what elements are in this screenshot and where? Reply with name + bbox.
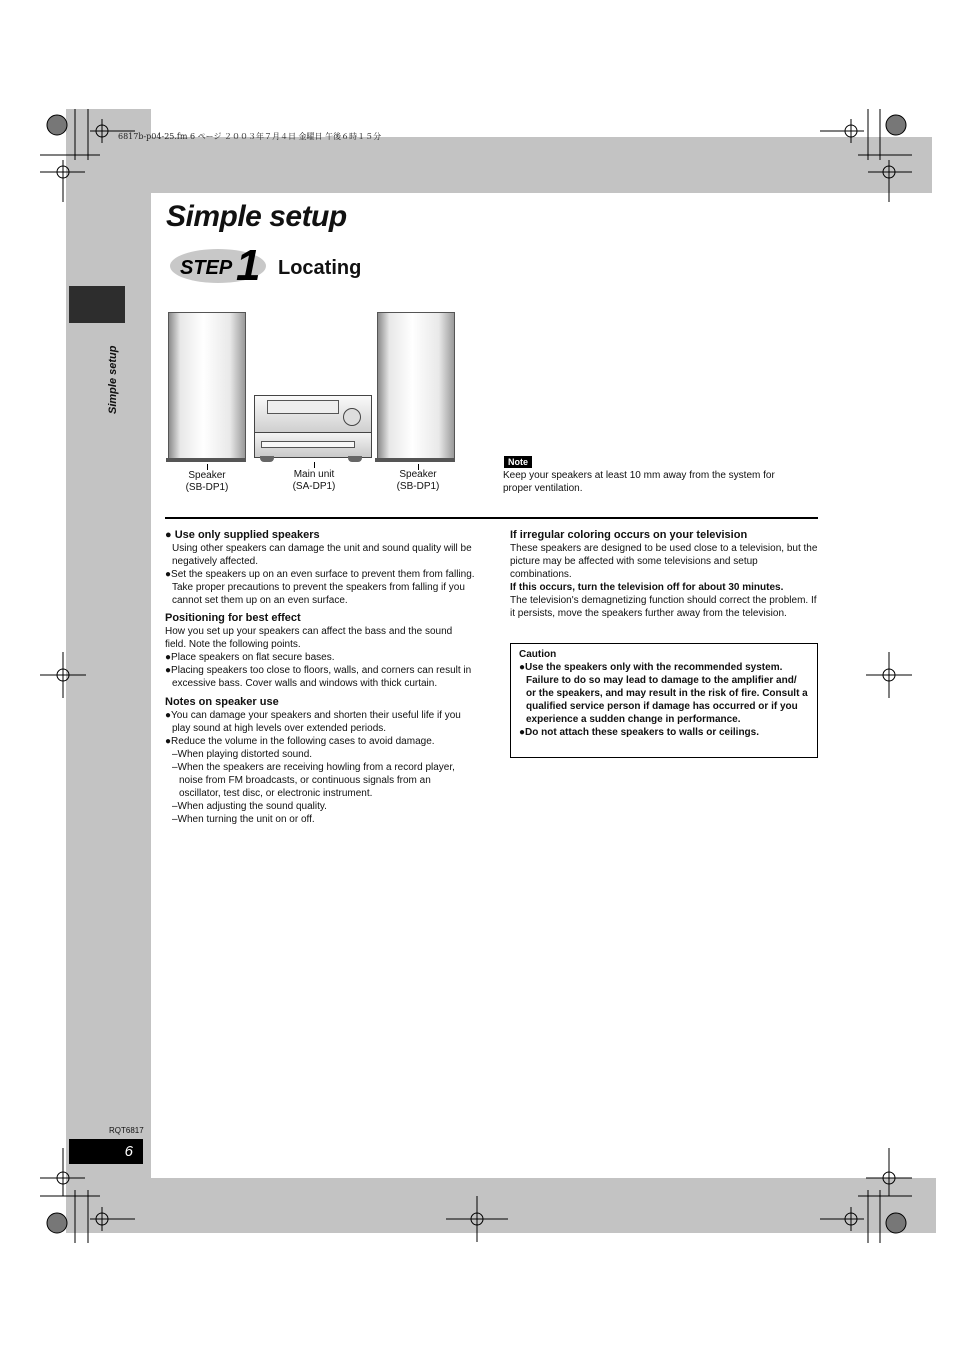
right-speaker-image <box>377 312 455 460</box>
positioning-bullet-1: ●Place speakers on flat secure bases. <box>165 652 335 663</box>
main-unit-bottom-image <box>254 432 372 458</box>
step-title: Locating <box>278 257 362 279</box>
file-header: 6817b-p04-25.fm 6 ページ ２００３年７月４日 金曜日 午後６時１５分 <box>118 132 382 141</box>
positioning-text: How you set up your speakers can affect the bass and the sound field. Note the following points. <box>165 626 453 650</box>
main-unit-label: Main unit (SA-DP1) <box>292 469 336 492</box>
right-speaker-label: Speaker (SB-DP1) <box>396 469 440 492</box>
irregular-heading: If irregular coloring occurs on your television <box>510 529 748 541</box>
irregular-bold: If this occurs, turn the television off for about 30 minutes. <box>510 582 784 593</box>
notes-dash-3: –When adjusting the sound quality. <box>172 801 327 812</box>
sidebar-label: Simple setup <box>107 345 119 414</box>
page-number: 6 <box>69 1139 143 1164</box>
irregular-text-2: The television's demagnetizing function should correct the problem. If it persists, move the speakers further away from the television. <box>510 595 817 619</box>
positioning-heading: Positioning for best effect <box>165 612 301 624</box>
irregular-text: These speakers are designed to be used close to a television, but the picture may be affected with some televisions and setup combinations. <box>510 543 818 580</box>
notes-dash-2: –When the speakers are receiving howling from a record player, noise from FM broadcasts, or continuous signals from an oscillator, test disc, or electronic instrument. <box>172 762 455 799</box>
notes-bullet-2: ●Reduce the volume in the following cases to avoid damage. <box>165 736 435 747</box>
caution-bullet-1: ●Use the speakers only with the recommended system. Failure to do so may lead to damage to the amplifier and/ or the speakers, and may result in the risk of fire. Consult a qualified service person if damage has occurred or if you experience a sudden change in performance. <box>519 662 808 725</box>
left-column <box>165 528 475 826</box>
main-unit-top-image <box>254 395 372 433</box>
use-text: Using other speakers can damage the unit and sound quality will be negatively affected. <box>172 543 472 567</box>
step-badge <box>170 240 270 286</box>
note-badge: Note <box>504 456 532 468</box>
positioning-bullet-2: ●Placing speakers too close to floors, walls, and corners can result in excessive bass. Cover walls and windows with thick curtain. <box>165 665 472 689</box>
section-rule <box>165 517 818 519</box>
step-number: 1 <box>236 241 261 286</box>
left-speaker-image <box>168 312 246 460</box>
notes-dash-4: –When turning the unit on or off. <box>172 814 315 825</box>
left-speaker-label: Speaker (SB-DP1) <box>185 470 229 493</box>
note-text: Keep your speakers at least 10 mm away from the system for proper ventilation. <box>503 470 775 494</box>
use-heading: ● Use only supplied speakers <box>165 529 320 541</box>
caution-bullet-2: ●Do not attach these speakers to walls or ceilings. <box>519 727 760 738</box>
caution-title: Caution <box>519 649 557 660</box>
step-word: STEP <box>180 257 233 279</box>
system-illustration <box>166 311 456 466</box>
set-text: ●Set the speakers up on an even surface to prevent them from falling. Take proper precautions to prevent the speakers from falling if you cannot set them up on an even surface. <box>165 569 475 606</box>
notes-heading: Notes on speaker use <box>165 696 279 708</box>
document-code: RQT6817 <box>109 1126 144 1135</box>
notes-bullet-1: ●You can damage your speakers and shorten their useful life if you play sound at high levels over extended periods. <box>165 710 461 734</box>
caution-box <box>510 643 818 758</box>
notes-dash-1: –When playing distorted sound. <box>172 749 313 760</box>
right-column <box>510 528 818 620</box>
page-title: Simple setup <box>166 200 347 233</box>
